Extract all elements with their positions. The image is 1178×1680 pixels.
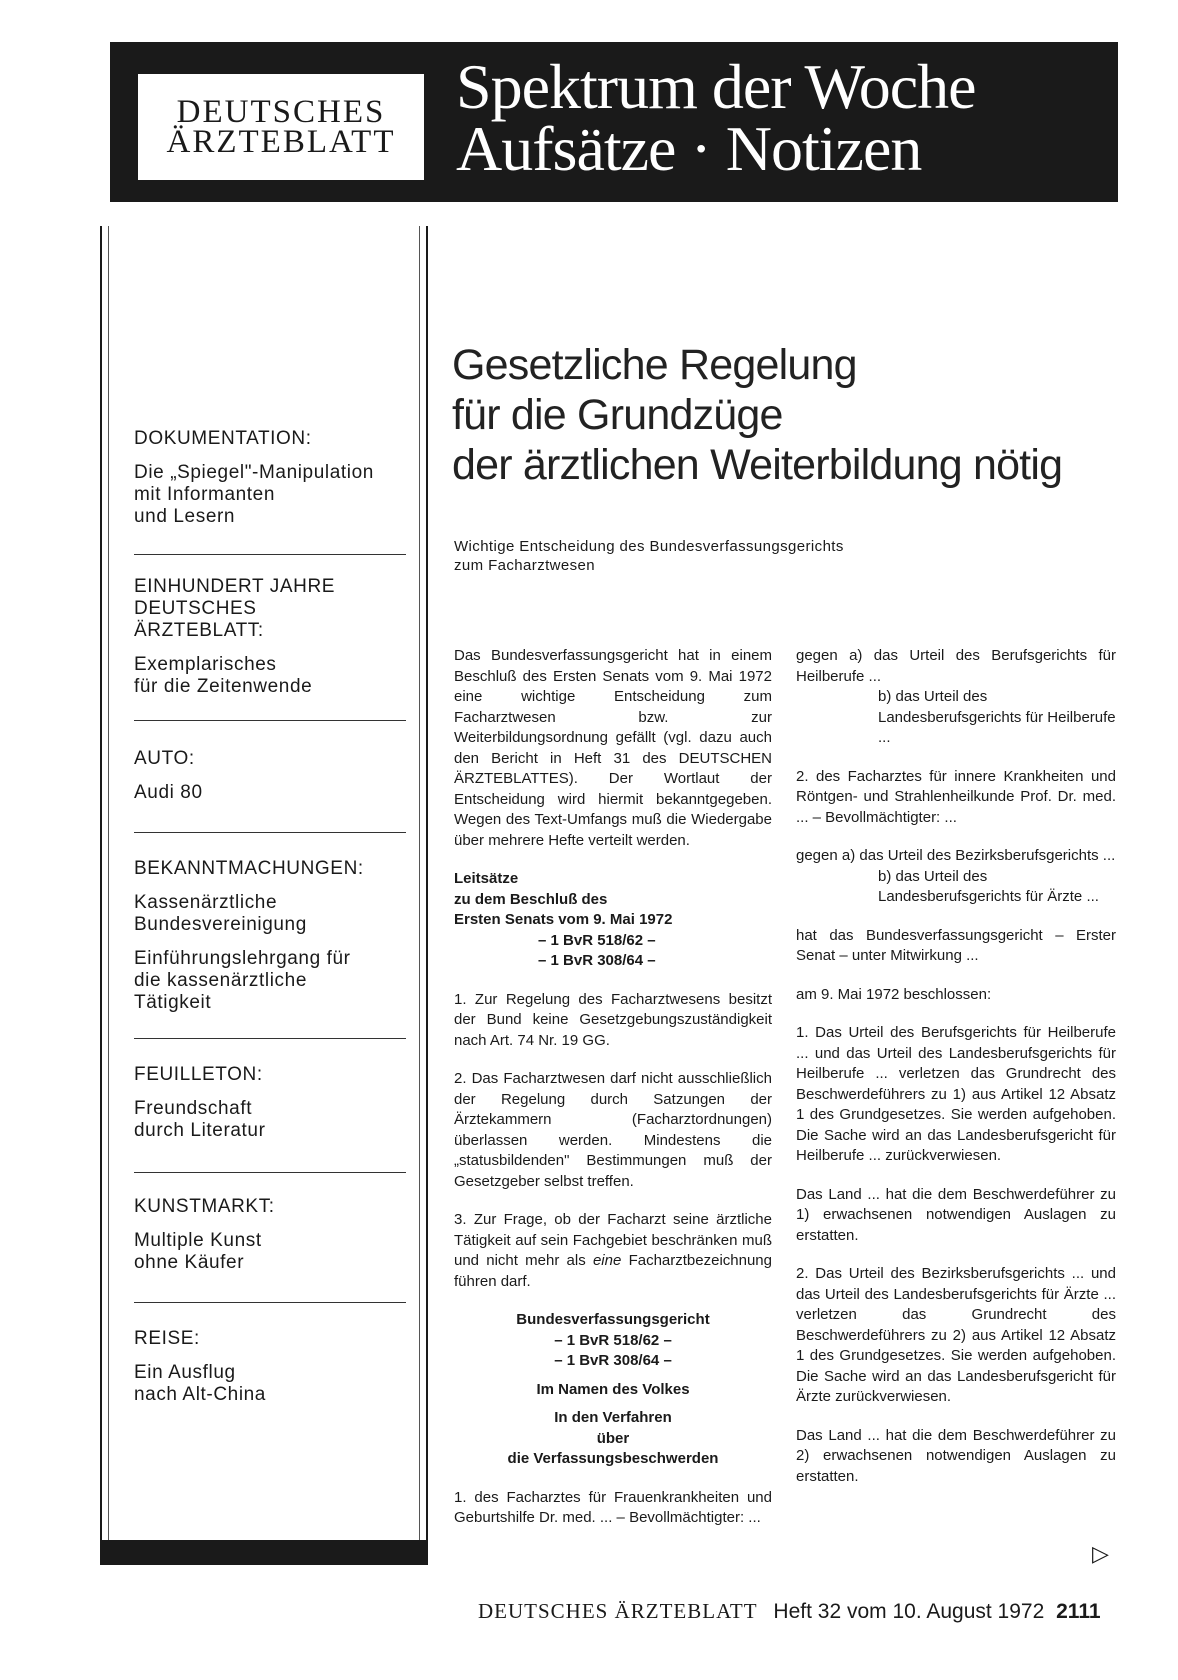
court-name: Bundesverfassungsgericht: [516, 1311, 710, 1328]
footer-journal-name: DEUTSCHES ÄRZTEBLATT: [478, 1599, 758, 1623]
continue-arrow-icon: ▷: [1092, 1541, 1109, 1566]
page-footer: [478, 1599, 1101, 1624]
divider: [134, 720, 406, 721]
court-block: [454, 1310, 772, 1372]
logo-line-2: ÄRZTEBLATT: [166, 124, 396, 160]
divider: [134, 554, 406, 555]
article-headline: Gesetzliche Regelung für die Grundzüge der ärztlichen Weiterbildung nötig: [452, 341, 1063, 489]
leitsatz-1: 1. Zur Regelung des Facharztwesens besitzt der Bund keine Gesetzgebungszuständigkeit nach Art. 74 Nr. 19 GG.: [454, 990, 772, 1049]
toc-heading: KUNSTMARKT:: [134, 1196, 275, 1217]
logo-line-1: DEUTSCHES: [176, 94, 386, 130]
journal-logo: [138, 74, 424, 180]
intro-paragraph: Das Bundesverfassungsgericht hat in einem Beschluß des Ersten Senats vom 9. Mai 1972 eine wichtige Entscheidung zum Facharztwesen bzw. zur Weiterbildungsordnung gefällt (vgl. dazu auch den Bericht in Heft 31 des DEUTSCHEN ÄRZTEBLATTES). Der Wortlaut der Entscheidung wird hiermit bekanntgegeben. Wegen des Text-Umfangs muß die Wiedergabe über mehrere Hefte verteilt werden.: [454, 647, 772, 849]
toc-section-jubilaeum: [134, 576, 414, 710]
toc-section-auto: [134, 748, 414, 816]
verfahren-block: [454, 1408, 772, 1470]
leitsatz-3-emphasis: eine: [592, 1252, 622, 1269]
toc-section-kunstmarkt: [134, 1196, 414, 1286]
page-number: 2111: [1056, 1600, 1101, 1623]
toc-entry: Audi 80: [134, 782, 203, 803]
toc-heading: EINHUNDERT JAHRE DEUTSCHES ÄRZTEBLATT:: [134, 576, 336, 641]
case-number: – 1 BvR 518/62 –: [538, 931, 656, 949]
article-column-right: [796, 646, 1116, 1505]
leitsatz-2: 2. Das Facharztwesen darf nicht ausschließlich der Regelung durch Satzungen der Ärztekammern (Facharztordnungen) überlassen werden. Mindestens die „statusbildenden" Bestimmungen muß der Gesetzgeber selbst treffen.: [454, 1070, 772, 1190]
toc-section-reise: [134, 1328, 414, 1418]
verfahren-line: die Verfassungsbeschwerden: [507, 1450, 719, 1467]
toc-entry: Multiple Kunst ohne Käufer: [134, 1230, 262, 1273]
article-column-left: [454, 646, 772, 1547]
toc-heading: DOKUMENTATION:: [134, 428, 312, 449]
toc-heading: AUTO:: [134, 748, 195, 769]
toc-heading: FEUILLETON:: [134, 1064, 263, 1085]
section-title-line-2: Aufsätze · Notizen: [456, 113, 922, 184]
gegen-2b: b) das Urteil des Landesberufsgerichts für Ärzte ...: [878, 867, 1099, 905]
toc-heading: REISE:: [134, 1328, 200, 1349]
sidebar-footer-bar: [100, 1540, 428, 1565]
divider: [134, 1038, 406, 1039]
toc-heading: BEKANNTMACHUNGEN:: [134, 858, 364, 879]
case-number: – 1 BvR 518/62 –: [554, 1331, 672, 1349]
leitsatz-3: [454, 1210, 772, 1292]
costs-1: Das Land ... hat die dem Beschwerdeführer zu 1) erwachsenen notwendigen Auslagen zu erstatten.: [796, 1185, 1116, 1244]
divider: [134, 1172, 406, 1173]
section-title: [456, 51, 976, 184]
toc-section-bekanntmachungen: [134, 858, 414, 1026]
toc-entry: Die „Spiegel"-Manipulation mit Informanten und Lesern: [134, 462, 374, 527]
beschluss-date: am 9. Mai 1972 beschlossen:: [796, 985, 992, 1003]
divider: [134, 832, 406, 833]
contents-sidebar: [100, 226, 428, 1556]
decision-2: 2. Das Urteil des Bezirksberufsgerichts ... und das Urteil des Landesberufsgerichts für Ärzte ... verletzen das Grundrecht des Beschwerdeführers zu 2) aus Artikel 12 Absatz 1 des Grundgesetzes. Sie werden aufgehoben. Die Sache wird an das Landesberufsgericht für Ärzte zurückverwiesen.: [796, 1265, 1116, 1405]
leitsaetze-line: Ersten Senats vom 9. Mai 1972: [454, 911, 673, 928]
footer-issue: Heft 32 vom 10. August 1972: [773, 1600, 1045, 1623]
divider: [134, 1302, 406, 1303]
decision-1: 1. Das Urteil des Berufsgerichts für Heilberufe ... und das Urteil des Landesberufsgerichts für Heilberufe ... verletzen das Grundrecht des Beschwerdeführers zu 1) aus Artikel 12 Absatz 1 des Grundgesetzes. Sie werden aufgehoben. Die Sache wird an das Landesberufsgericht für Heilberufe ... zurückverwiesen.: [796, 1024, 1116, 1164]
toc-entry: Kassenärztliche Bundesvereinigung: [134, 892, 307, 935]
toc-entry: Exemplarisches für die Zeitenwende: [134, 654, 313, 697]
toc-section-feuilleton: [134, 1064, 414, 1154]
section-title-line-1: Spektrum der Woche: [456, 51, 976, 122]
leitsaetze-line: zu dem Beschluß des: [454, 890, 608, 908]
leitsaetze-block: [454, 869, 772, 972]
party-2: 2. des Facharztes für innere Krankheiten und Röntgen- und Strahlenheilkunde Prof. Dr. med. ... – Bevollmächtigter: ...: [796, 767, 1116, 826]
im-namen-des-volkes: Im Namen des Volkes: [536, 1380, 690, 1398]
costs-2: Das Land ... hat die dem Beschwerdeführer zu 2) erwachsenen notwendigen Auslagen zu erstatten.: [796, 1426, 1116, 1485]
gegen-1b: b) das Urteil des Landesberufsgerichts für Heilberufe ...: [878, 688, 1116, 746]
toc-entry: Einführungslehrgang für die kassenärztliche Tätigkeit: [134, 948, 351, 1013]
toc-entry: Freundschaft durch Literatur: [134, 1098, 266, 1141]
party-1: 1. des Facharztes für Frauenkrankheiten und Geburtshilfe Dr. med. ... – Bevollmächtigter: ...: [454, 1488, 772, 1526]
case-number: – 1 BvR 308/64 –: [538, 952, 656, 969]
leitsaetze-title: Leitsätze: [454, 870, 519, 887]
leitsatz-3-text: 3. Zur Frage, ob der Facharzt seine ärztliche Tätigkeit auf sein Fachgebiet beschränken muß und nicht mehr als: [454, 1211, 772, 1269]
article-subheadline: Wichtige Entscheidung des Bundesverfassungsgerichts zum Facharztwesen: [454, 538, 844, 574]
toc-section-dokumentation: [134, 428, 414, 540]
masthead: [110, 42, 1118, 202]
gegen-1a: gegen a) das Urteil des Berufsgerichts für Heilberufe ...: [796, 647, 1116, 685]
leitsatz-3-text-end: Facharztbezeichnung führen darf.: [454, 1252, 772, 1290]
case-number: – 1 BvR 308/64 –: [554, 1352, 672, 1369]
verfahren-line: In den Verfahren: [554, 1409, 672, 1426]
toc-entry: Ein Ausflug nach Alt-China: [134, 1362, 266, 1405]
verfahren-line: über: [596, 1429, 630, 1447]
gegen-2a: gegen a) das Urteil des Bezirksberufsgerichts ...: [796, 847, 1116, 864]
senat-line: hat das Bundesverfassungsgericht – Erster Senat – unter Mitwirkung ...: [796, 926, 1116, 964]
